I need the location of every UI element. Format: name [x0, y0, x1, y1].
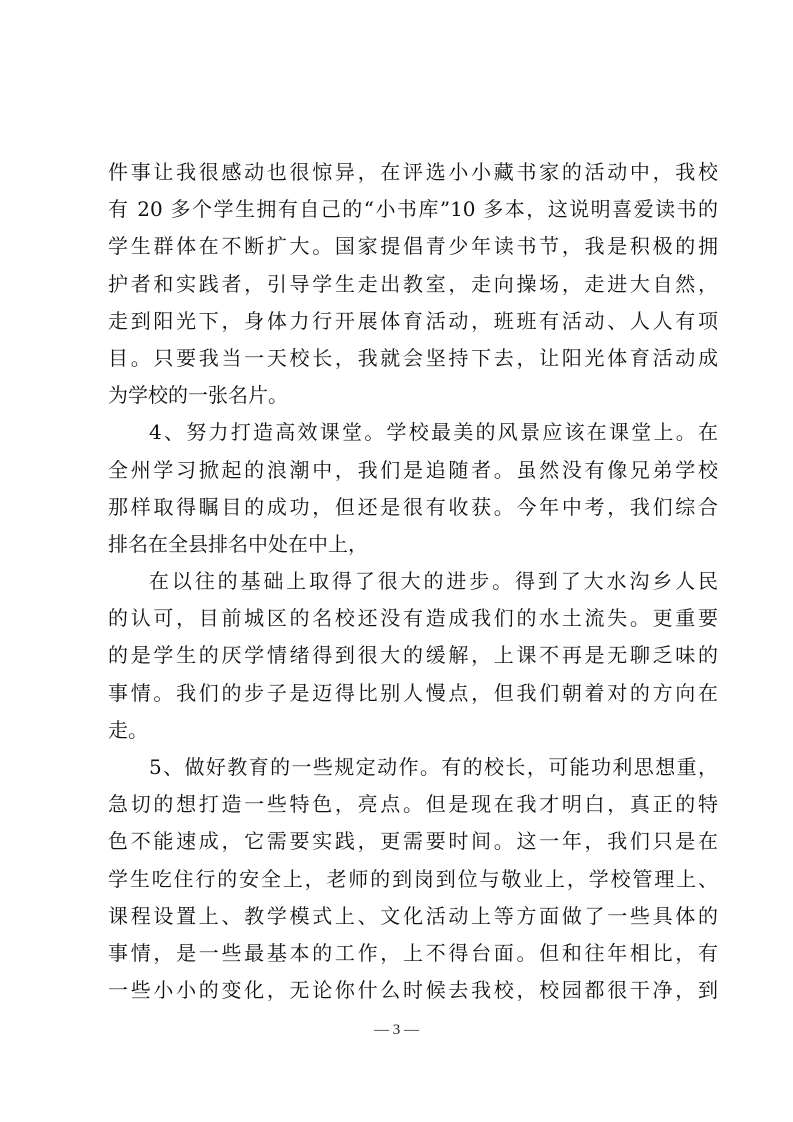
text-line: 那样取得瞩目的成功，但还是很有收获。今年中考，我们综合 [108, 494, 718, 519]
text-line: 的认可，目前城区的名校还没有造成我们的水土流失。更重要 [108, 606, 718, 631]
text-line: 的是学生的厌学情绪得到很大的缓解，上课不再是无聊乏味的 [108, 643, 718, 668]
page-number: — 3 — [374, 1022, 419, 1038]
text-line: 排名在全县排名中处在中上， [108, 531, 368, 556]
text-line: 课程设置上、教学模式上、文化活动上等方面做了一些具体的 [108, 903, 718, 928]
text-line: 急切的想打造一些特色，亮点。但是现在我才明白，真正的特 [108, 792, 718, 817]
text-line: 色不能速成，它需要实践，更需要时间。这一年，我们只是在 [108, 829, 718, 854]
text-line: 有 20 多个学生拥有自己的“小书库”10 多本，这说明喜爱读书的 [108, 197, 718, 222]
text-line: 学生吃住行的安全上，老师的到岗到位与敬业上，学校管理上、 [108, 866, 718, 891]
text-line: 在以往的基础上取得了很大的进步。得到了大水沟乡人民 [149, 569, 718, 594]
text-line: 件事让我很感动也很惊异，在评选小小藏书家的活动中，我校 [108, 160, 718, 184]
text-line: 目。只要我当一天校长，我就会坚持下去，让阳光体育活动成 [108, 345, 718, 370]
text-line: 一些小小的变化，无论你什么时候去我校，校园都很干净，到 [108, 978, 718, 1003]
body-text [108, 154, 718, 1009]
text-line: 全州学习掀起的浪潮中，我们是追随者。虽然没有像兄弟学校 [108, 457, 718, 482]
text-line: 事情，是一些最基本的工作，上不得台面。但和往年相比，有 [108, 940, 718, 965]
text-line: 走。 [108, 717, 148, 742]
text-line: 为学校的一张名片。 [108, 383, 288, 408]
text-line: 4、努力打造高效课堂。学校最美的风景应该在课堂上。在 [149, 420, 718, 445]
text-line: 5、做好教育的一些规定动作。有的校长，可能功利思想重， [149, 755, 718, 779]
text-line: 事情。我们的步子是迈得比别人慢点，但我们朝着对的方向在 [108, 680, 718, 705]
text-line: 走到阳光下，身体力行开展体育活动，班班有活动、人人有项 [108, 308, 718, 333]
text-line: 学生群体在不断扩大。国家提倡青少年读书节，我是积极的拥 [108, 234, 718, 259]
text-line: 护者和实践者，引导学生走出教室，走向操场，走进大自然， [108, 271, 718, 296]
